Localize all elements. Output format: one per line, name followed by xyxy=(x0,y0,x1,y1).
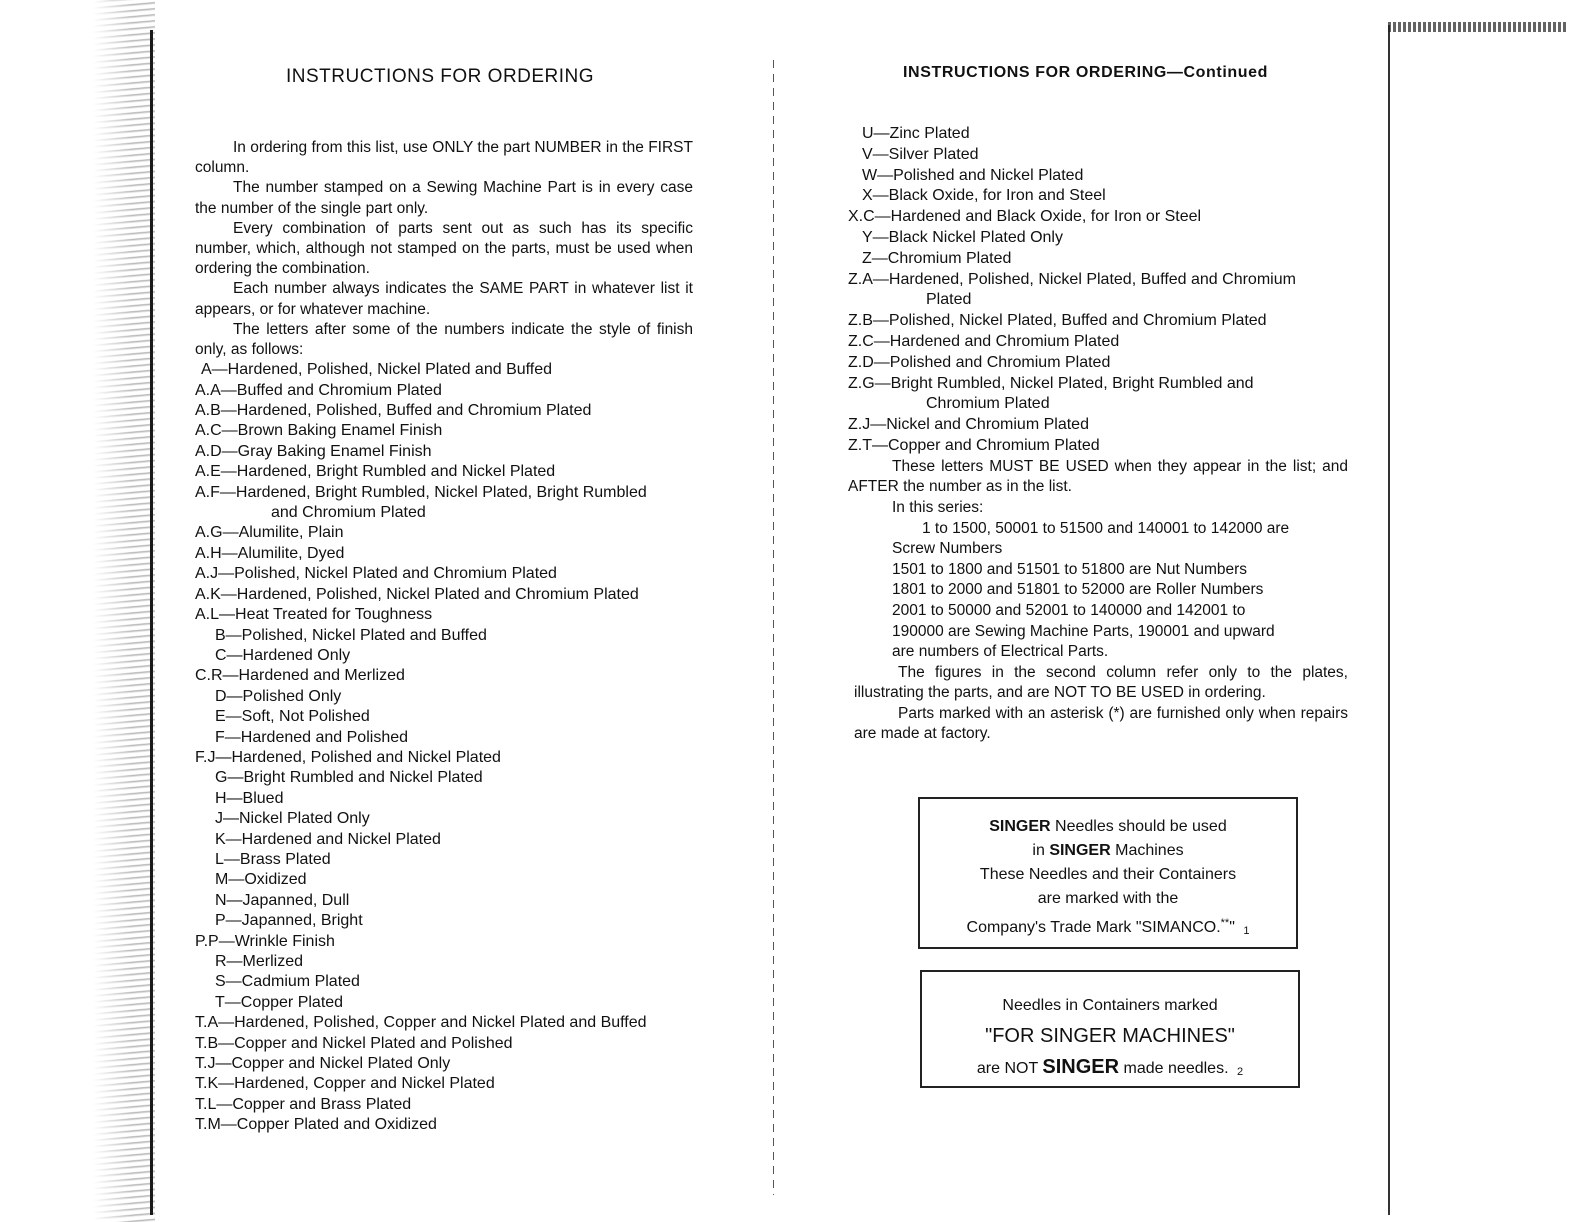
finish-item: H—Blued xyxy=(215,789,284,807)
notice-line: Needles in Containers marked xyxy=(1002,997,1218,1014)
figures-note: The figures in the second column refer only to the plates, illustrating the parts, and are NOT TO BE USED in ordering. xyxy=(854,663,1348,702)
notice-line: are NOT SINGER made needles. 2 xyxy=(976,1056,1244,1078)
letters-note: These letters MUST BE USED when they appear in the list; and AFTER the number as in the list. xyxy=(848,457,1348,496)
finish-item: J—Nickel Plated Only xyxy=(215,810,370,828)
paragraph: Each number always indicates the SAME PART in whatever list it appears, or for whatever machine. xyxy=(195,280,693,318)
finish-item: T—Copper Plated xyxy=(215,993,344,1011)
asterisk-note: Parts marked with an asterisk (*) are furnished only when repairs are made at factory. xyxy=(854,704,1348,743)
footnote-number: 2 xyxy=(1236,1066,1244,1078)
series-line: 1501 to 1800 and 51501 to 51800 are Nut Numbers xyxy=(892,560,1248,578)
finish-item: A.L—Heat Treated for Toughness xyxy=(195,606,433,624)
right-page-edge-scan xyxy=(1388,22,1568,32)
finish-item: E—Soft, Not Polished xyxy=(215,708,370,726)
finish-item: A.G—Alumilite, Plain xyxy=(195,524,344,542)
finish-item: A.J—Polished, Nickel Plated and Chromium Plated xyxy=(195,565,557,583)
notice-line: These Needles and their Containers xyxy=(979,866,1237,883)
finish-item: Z.D—Polished and Chromium Plated xyxy=(848,353,1111,371)
finish-item: T.A—Hardened, Polished, Copper and Nickel Plated and Buffed xyxy=(195,1014,647,1032)
finish-item: Z.G—Bright Rumbled, Nickel Plated, Bright Rumbled and xyxy=(848,374,1254,392)
finish-item: A—Hardened, Polished, Nickel Plated and Buffed xyxy=(201,361,553,379)
finish-item: Z.A—Hardened, Polished, Nickel Plated, Buffed and Chromium xyxy=(848,270,1296,288)
paragraph: Every combination of parts sent out as such has its specific number, which, although not stamped on the parts, must be used when ordering the combination. xyxy=(195,219,693,278)
series-line: 1 to 1500, 50001 to 51500 and 140001 to 142000 are xyxy=(922,519,1290,537)
finish-item: C—Hardened Only xyxy=(215,646,351,664)
finish-list xyxy=(195,360,693,1135)
finish-item: G—Bright Rumbled and Nickel Plated xyxy=(215,769,483,787)
finish-item: S—Cadmium Plated xyxy=(215,973,360,991)
series-line: 1801 to 2000 and 51801 to 52000 are Roller Numbers xyxy=(892,581,1264,599)
finish-item: A.K—Hardened, Polished, Nickel Plated and Chromium Plated xyxy=(195,585,639,603)
finish-item: R—Merlized xyxy=(215,953,304,971)
finish-item: T.M—Copper Plated and Oxidized xyxy=(195,1116,437,1134)
finish-item: Z.T—Copper and Chromium Plated xyxy=(848,436,1100,454)
notice-line: are marked with the xyxy=(1037,890,1179,907)
finish-item: D—Polished Only xyxy=(215,687,342,705)
finish-item: C.R—Hardened and Merlized xyxy=(195,667,405,685)
finish-item: T.K—Hardened, Copper and Nickel Plated xyxy=(195,1075,495,1093)
series-line: are numbers of Electrical Parts. xyxy=(892,643,1109,661)
finish-item: Y—Black Nickel Plated Only xyxy=(862,228,1063,246)
finish-item: A.E—Hardened, Bright Rumbled and Nickel Plated xyxy=(195,463,556,481)
notice-line: "FOR SINGER MACHINES" xyxy=(985,1025,1235,1047)
finish-item-continuation: and Chromium Plated xyxy=(271,504,426,522)
finish-item: A.C—Brown Baking Enamel Finish xyxy=(195,422,443,440)
finish-item: K—Hardened and Nickel Plated xyxy=(215,830,441,848)
finish-item: M—Oxidized xyxy=(215,871,307,889)
finish-item: N—Japanned, Dull xyxy=(215,891,350,909)
finish-item: F—Hardened and Polished xyxy=(215,728,409,746)
finish-item: F.J—Hardened, Polished and Nickel Plated xyxy=(195,748,501,766)
finish-item: T.B—Copper and Nickel Plated and Polished xyxy=(195,1034,513,1052)
left-page-title: INSTRUCTIONS FOR ORDERING xyxy=(286,66,595,87)
series-line: 2001 to 50000 and 52001 to 140000 and 142001 to xyxy=(892,601,1246,619)
number-series xyxy=(848,519,1348,663)
finish-item: T.J—Copper and Nickel Plated Only xyxy=(195,1055,451,1073)
finish-item: A.F—Hardened, Bright Rumbled, Nickel Plated, Bright Rumbled xyxy=(195,483,647,501)
finish-item: L—Brass Plated xyxy=(215,850,331,868)
finish-item: V—Silver Plated xyxy=(862,145,979,163)
paragraph: The number stamped on a Sewing Machine Part is in every case the number of the single part only. xyxy=(195,179,693,217)
series-intro: In this series: xyxy=(892,498,984,516)
finish-item: A.D—Gray Baking Enamel Finish xyxy=(195,442,432,460)
finish-item-continuation: Chromium Plated xyxy=(926,395,1050,413)
finish-item: P—Japanned, Bright xyxy=(215,912,363,930)
finish-item: X.C—Hardened and Black Oxide, for Iron or Steel xyxy=(848,208,1202,226)
notice-line: Company's Trade Mark "SIMANCO.**" 1 xyxy=(966,917,1250,937)
finish-item: A.H—Alumilite, Dyed xyxy=(195,544,345,562)
right-page-body xyxy=(848,124,1348,745)
right-page-border xyxy=(1388,25,1390,1215)
finish-list xyxy=(848,124,1348,457)
right-page-title: INSTRUCTIONS FOR ORDERING—Continued xyxy=(903,64,1268,81)
finish-item: T.L—Copper and Brass Plated xyxy=(195,1095,412,1113)
finish-item: A.B—Hardened, Polished, Buffed and Chromium Plated xyxy=(195,402,592,420)
non-singer-needles-notice xyxy=(920,970,1300,1088)
notice-line: in SINGER Machines xyxy=(1032,842,1184,859)
finish-item: U—Zinc Plated xyxy=(862,125,970,142)
finish-item: X—Black Oxide, for Iron and Steel xyxy=(862,187,1106,205)
singer-needles-notice xyxy=(918,797,1298,949)
notice-line: SINGER Needles should be used xyxy=(989,818,1227,835)
page-gutter xyxy=(773,60,774,1195)
left-page-body xyxy=(195,138,693,1136)
finish-item: Z.C—Hardened and Chromium Plated xyxy=(848,332,1120,350)
finish-item: B—Polished, Nickel Plated and Buffed xyxy=(215,626,487,644)
left-page-edge-scan xyxy=(0,0,155,1222)
series-line: Screw Numbers xyxy=(892,540,1003,558)
series-line: 190000 are Sewing Machine Parts, 190001 and upward xyxy=(892,622,1275,640)
finish-item: A.A—Buffed and Chromium Plated xyxy=(195,381,442,399)
finish-item-continuation: Plated xyxy=(926,291,972,309)
paragraph: The letters after some of the numbers indicate the style of finish only, as follows: xyxy=(195,320,693,359)
footnote-number: 1 xyxy=(1243,925,1250,937)
left-page-border xyxy=(150,30,153,1215)
finish-item: P.P—Wrinkle Finish xyxy=(195,932,335,950)
finish-item: Z—Chromium Plated xyxy=(862,249,1012,267)
finish-item: Z.J—Nickel and Chromium Plated xyxy=(848,416,1089,434)
finish-item: W—Polished and Nickel Plated xyxy=(862,166,1084,184)
finish-item: Z.B—Polished, Nickel Plated, Buffed and Chromium Plated xyxy=(848,312,1267,330)
paragraph: In ordering from this list, use ONLY the part NUMBER in the FIRST column. xyxy=(195,139,693,177)
